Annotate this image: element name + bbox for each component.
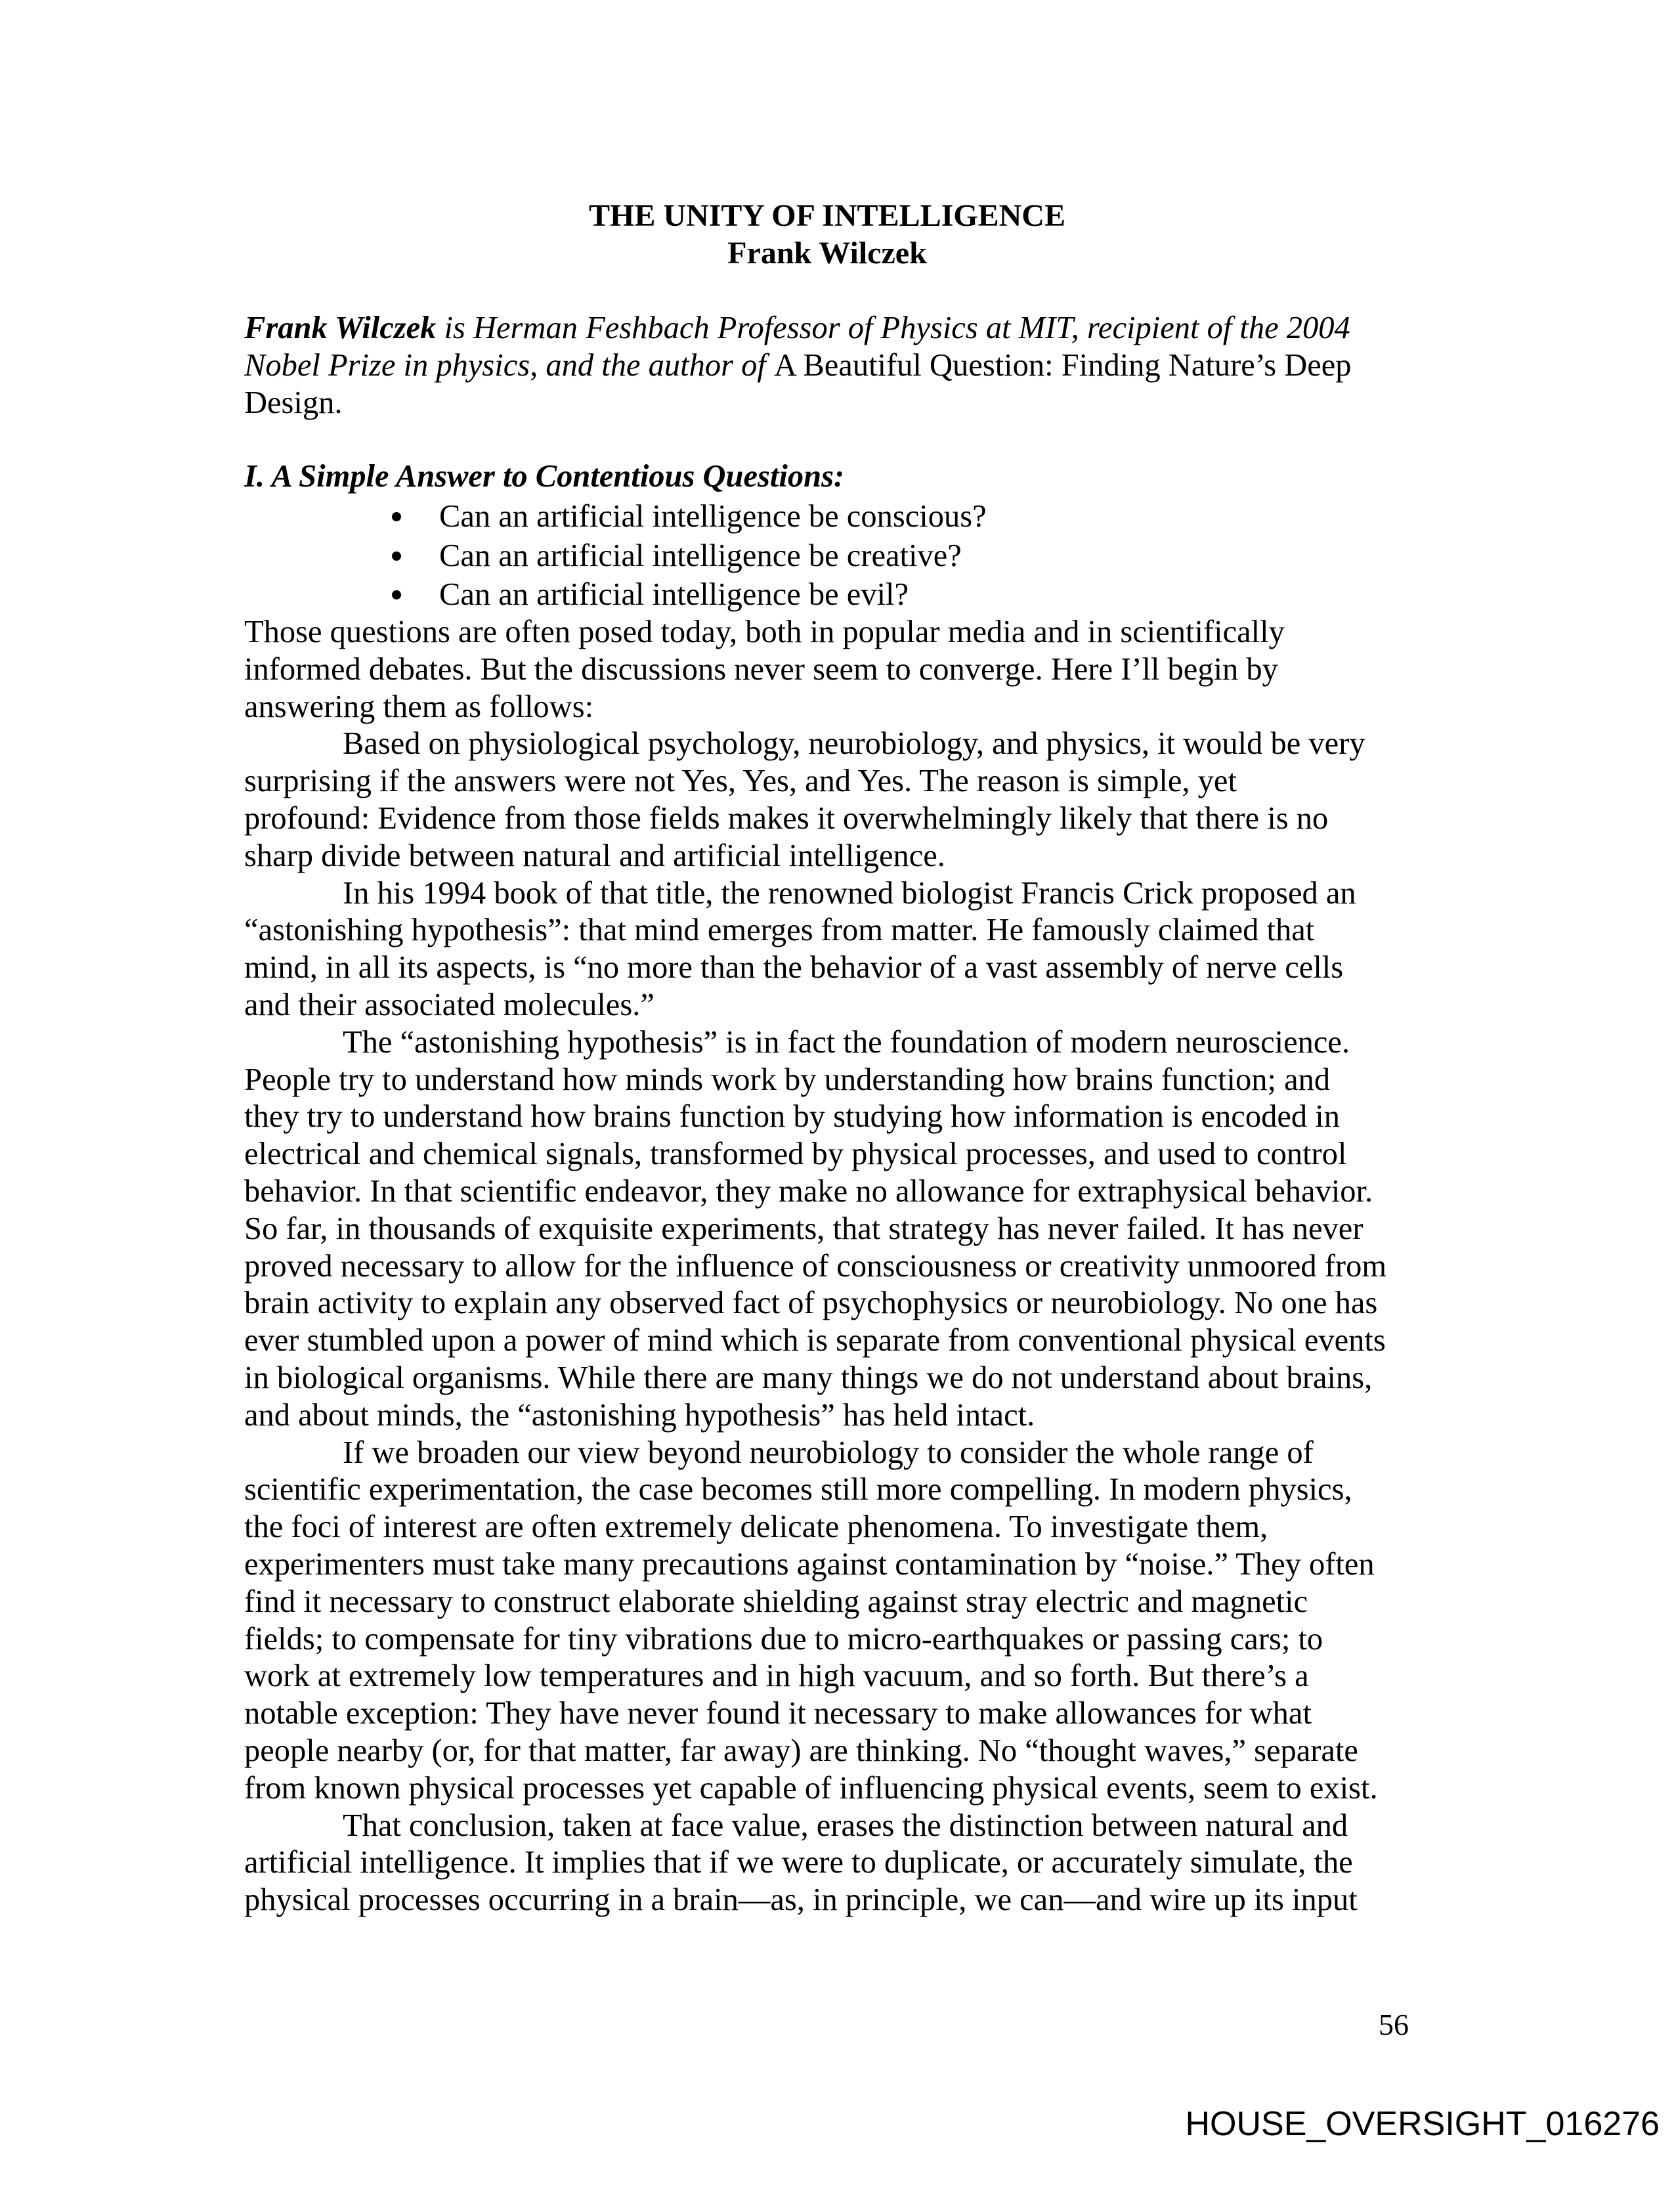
text-line: people nearby (or, for that matter, far away) are thinking. No “thought waves,” separate	[244, 1733, 1358, 1768]
text-line: physical processes occurring in a brain—as, in principle, we can—and wire up its input	[244, 1882, 1358, 1918]
text-line: scientific experimentation, the case becomes still more compelling. In modern physics,	[244, 1472, 1352, 1507]
text-line: behavior. In that scientific endeavor, they make no allowance for extraphysical behavior.	[244, 1174, 1373, 1209]
text-line: surprising if the answers were not Yes, Yes, and Yes. The reason is simple, yet	[244, 764, 1237, 799]
text-line: notable exception: They have never found it necessary to make allowances for what	[244, 1696, 1312, 1731]
text-line: ever stumbled upon a power of mind which is separate from conventional physical events	[244, 1323, 1386, 1358]
bates-number: HOUSE_OVERSIGHT_016276	[1185, 2105, 1660, 2143]
text-line: profound: Evidence from those fields makes it overwhelmingly likely that there is no	[244, 801, 1329, 836]
bullet-icon	[392, 552, 401, 561]
author-bio-line-3	[244, 384, 343, 422]
text-line: experimenters must take many precautions against contamination by “noise.” They often	[244, 1547, 1375, 1582]
text-line: sharp divide between natural and artificial intelligence.	[244, 838, 945, 873]
bio-author-name: Frank Wilczek	[244, 311, 437, 345]
text-line: brain activity to explain any observed fact of psychophysics or neurobiology. No one has	[244, 1286, 1378, 1321]
document-author: Frank Wilczek	[727, 236, 927, 271]
text-line: electrical and chemical signals, transformed by physical processes, and used to control	[244, 1137, 1347, 1172]
text-line: Those questions are often posed today, both in popular media and in scientifically	[244, 615, 1285, 649]
paragraph-first-line: Based on physiological psychology, neurobiology, and physics, it would be very	[343, 726, 1365, 762]
text-line: fields; to compensate for tiny vibrations due to micro-earthquakes or passing cars; to	[244, 1621, 1323, 1657]
text-line: the foci of interest are often extremely delicate phenomena. To investigate them,	[244, 1509, 1268, 1545]
text-line: informed debates. But the discussions never seem to converge. Here I’ll begin by	[244, 651, 1278, 687]
page-number: 56	[1379, 2008, 1409, 2041]
text-line: mind, in all its aspects, is “no more than the behavior of a vast assembly of nerve cells	[244, 950, 1344, 986]
list-item: Can an artificial intelligence be evil?	[439, 577, 909, 612]
text-line: answering them as follows:	[244, 689, 594, 724]
text-line: find it necessary to construct elaborate shielding against stray electric and magnetic	[244, 1584, 1308, 1619]
text-line: and about minds, the “astonishing hypothesis” has held intact.	[244, 1397, 1035, 1433]
text-line: “astonishing hypothesis”: that mind emerges from matter. He famously claimed that	[244, 913, 1315, 948]
book-title: A Beautiful Question: Finding Nature’s Deep	[773, 348, 1352, 383]
paragraph-first-line: In his 1994 book of that title, the renowned biologist Francis Crick proposed an	[343, 875, 1356, 911]
list-item: Can an artificial intelligence be creative?	[439, 538, 962, 573]
text-line: they try to understand how brains function by studying how information is encoded in	[244, 1099, 1340, 1135]
paragraph-first-line: If we broaden our view beyond neurobiology to consider the whole range of	[343, 1435, 1314, 1470]
text-line: proved necessary to allow for the influence of consciousness or creativity unmoored from	[244, 1248, 1387, 1284]
author-bio-line-1	[244, 309, 1350, 347]
text-line: So far, in thousands of exquisite experiments, that strategy has never failed. It has never	[244, 1211, 1363, 1246]
bio-text: Nobel Prize in physics, and the author of	[244, 348, 774, 383]
paragraph-first-line: That conclusion, taken at face value, erases the distinction between natural and	[343, 1808, 1348, 1843]
text-line: from known physical processes yet capable of influencing physical events, seem to exist.	[244, 1770, 1378, 1806]
document-title: THE UNITY OF INTELLIGENCE	[589, 198, 1065, 233]
text-line: work at extremely low temperatures and in high vacuum, and so forth. But there’s a	[244, 1659, 1309, 1694]
text-line: People try to understand how minds work by understanding how brains function; and	[244, 1062, 1331, 1097]
bullet-icon	[392, 590, 401, 599]
bullet-icon	[392, 512, 401, 521]
list-item: Can an artificial intelligence be conscious?	[439, 499, 987, 534]
bio-text: is Herman Feshbach Professor of Physics at MIT, recipient of the 2004	[436, 311, 1350, 345]
section-heading: I. A Simple Answer to Contentious Questions:	[244, 459, 845, 494]
text-line: and their associated molecules.”	[244, 987, 655, 1022]
author-bio-line-2	[244, 347, 1352, 384]
text-line: in biological organisms. While there are many things we do not understand about brains,	[244, 1360, 1373, 1395]
paragraph-first-line: The “astonishing hypothesis” is in fact the foundation of modern neuroscience.	[343, 1024, 1350, 1060]
text-line: artificial intelligence. It implies that if we were to duplicate, or accurately simulate, the	[244, 1845, 1353, 1880]
book-title: Design.	[244, 385, 343, 420]
